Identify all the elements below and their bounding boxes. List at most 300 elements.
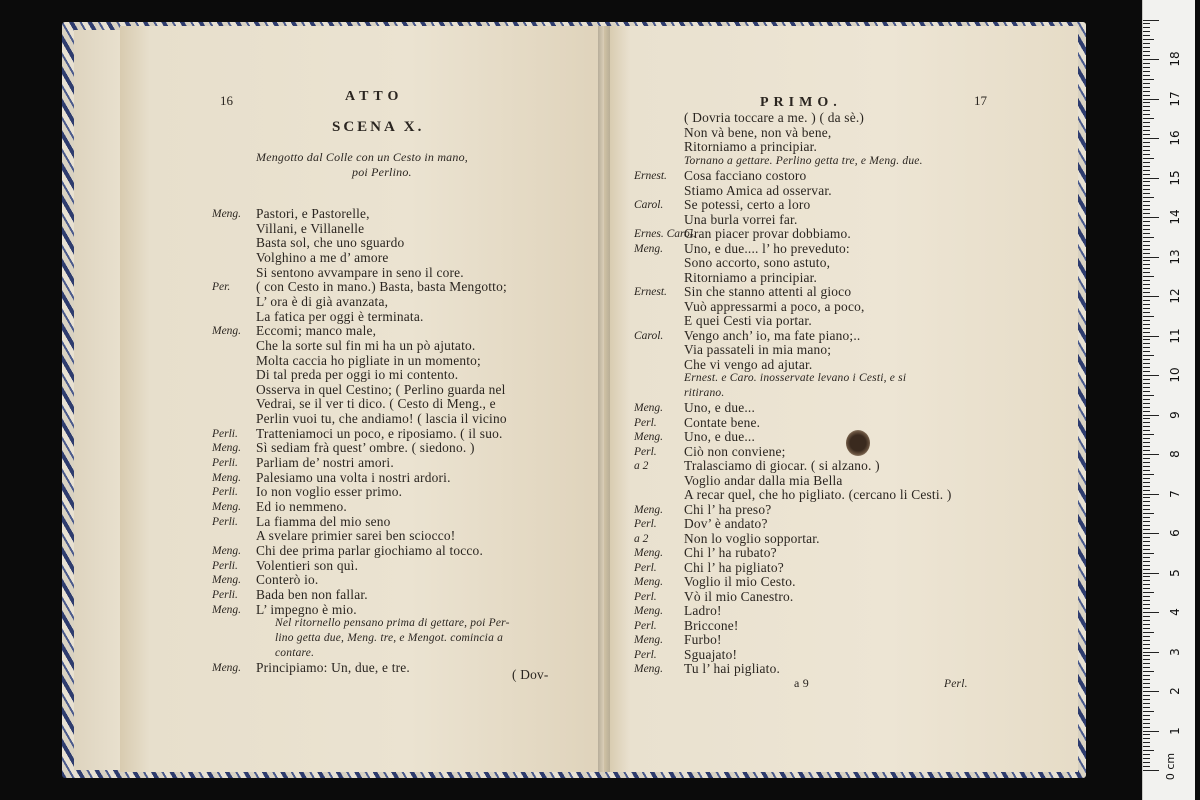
verse-line: Basta sol, che uno sguardo [256,235,405,251]
ruler-tick [1143,288,1150,289]
ruler-label: 2 [1168,687,1182,695]
verse-line: Io non voglio esser primo. [256,484,403,500]
verse-line: Sì sediam frà quest’ ombre. ( siedono. ) [256,440,475,456]
stage-direction-line: Tornano a gettare. Perlino getta tre, e Meng. due. [684,154,923,167]
ruler-label: 15 [1168,169,1182,186]
stage-direction-line: ritirano. [684,386,725,399]
verse-line: Vengo anch’ io, ma fate piano;.. [684,327,861,343]
ruler-label: 12 [1168,288,1182,304]
ruler-tick [1143,600,1150,601]
ruler-tick [1143,561,1150,562]
verse-line: Voglio andar dalla mia Bella [684,472,843,488]
verse-line: Pastori, e Pastorelle, [256,206,370,221]
ruler-tick [1143,667,1150,668]
ruler-tick [1143,347,1150,348]
ruler-tick [1143,474,1154,475]
verse-line: Dov’ è andato? [684,516,768,531]
speaker-label: Meng. [634,634,664,646]
ruler-tick [1143,146,1150,147]
ruler-tick [1143,715,1150,716]
verse-line: ( con Cesto in mano.) Basta, basta Mengotto; [256,279,507,295]
ruler-tick [1143,742,1150,743]
ruler-tick [1143,367,1150,368]
ruler-tick [1143,264,1150,265]
ruler-tick [1143,355,1154,356]
ruler-tick [1143,324,1150,325]
verse-line: Non lo voglio sopportar. [684,530,820,546]
ruler-tick [1143,683,1150,684]
speaker-label: Carol. [634,329,664,342]
speaker-label: Meng. [634,576,664,588]
ruler-tick [1143,411,1150,412]
speaker-label: Perli. [212,515,238,528]
verse-line: A svelare primier sarei ben sciocco! [256,528,456,544]
speaker-label: Ernes. Carol. [634,228,696,240]
ruler-tick [1143,221,1150,222]
speaker-label: Carol. [634,199,664,211]
ruler-tick [1143,332,1150,333]
ruler-tick [1143,142,1150,143]
ruler-unit: 0 cm [1164,752,1178,781]
ruler-tick [1143,478,1150,479]
ruler-tick [1143,711,1154,712]
ruler-tick [1143,573,1159,574]
ruler-tick [1143,458,1150,459]
ruler-tick [1143,648,1150,649]
ruler-tick [1143,383,1150,384]
ruler-label: 8 [1168,450,1182,458]
ruler-tick [1143,43,1150,44]
ruler-tick [1143,450,1150,451]
ruler-tick [1143,418,1150,419]
verse-line: E quei Cesti via portar. [684,313,812,328]
verse-line: Ritorniamo a principiar. [684,139,818,154]
ruler-tick [1143,612,1159,613]
ruler-tick [1143,91,1150,92]
ruler-tick [1143,438,1150,439]
speaker-label: Perl. [634,445,657,458]
speaker-label: Ernest. [634,286,667,298]
speaker-label: Meng. [634,547,664,559]
ruler-tick [1143,533,1159,534]
ruler-tick [1143,707,1150,708]
speaker-label: Perli. [212,588,238,601]
book-gutter [598,26,610,772]
verse-line: Eccomi; manco male, [256,323,377,339]
ruler-tick [1143,545,1150,546]
ruler-tick [1143,197,1154,198]
ruler-tick [1143,205,1150,206]
ruler-label: 7 [1168,489,1182,498]
ruler-tick [1143,407,1150,408]
ruler-tick [1143,703,1150,704]
speaker-label: Perl. [634,619,657,632]
ruler-tick [1143,399,1150,400]
ruler-tick [1143,517,1150,518]
ruler-tick [1143,632,1154,633]
stage-direction-line: lino getta due, Meng. tre, e Mengot. comincia a [275,631,504,644]
ruler-tick [1143,35,1150,36]
catchword: ( Dov- [512,667,549,682]
ruler-tick [1143,189,1150,190]
ruler-tick [1143,422,1150,423]
ruler-tick [1143,134,1150,135]
ruler-tick [1143,391,1150,392]
speaker-label: Perl. [634,416,657,429]
verse-line: Perlin vuoi tu, che andiamo! ( lascia il vicino [256,411,507,427]
ruler-tick [1143,758,1150,759]
ruler-tick [1143,541,1150,542]
ruler-tick [1143,430,1150,431]
ruler-tick [1143,379,1150,380]
page-number: 16 [220,93,233,108]
ruler-tick [1143,138,1159,139]
ruler-tick [1143,280,1150,281]
ruler-tick [1143,336,1159,337]
ruler-tick [1143,31,1150,32]
ruler-tick [1143,170,1150,171]
verse-line: L’ impegno è mio. [256,601,357,617]
ruler-tick [1143,79,1154,80]
verse-line: Una burla vorrei far. [684,211,798,227]
ruler-tick [1143,565,1150,566]
ruler-tick [1143,328,1150,329]
verse-line: A recar quel, che ho pigliato. (cercano li Cesti. ) [684,487,952,502]
signature-mark: a 9 [794,676,809,690]
running-head: PRIMO. [760,95,842,110]
ruler-tick [1143,316,1154,317]
scene-title: SCENA X. [332,119,425,135]
ruler-tick [1143,253,1150,254]
verse-line: Molta caccia ho pigliate in un momento; [256,352,481,368]
verse-line: Chi l’ ha preso? [684,501,772,517]
ruler-tick [1143,521,1150,522]
speaker-label: Meng. [212,574,242,587]
ruler-tick [1143,158,1154,159]
verse-line: Stiamo Amica ad osservar. [684,182,832,198]
ruler-tick [1143,20,1159,21]
ruler-tick [1143,130,1150,131]
ruler-tick [1143,624,1150,625]
verse-line: Ed io nemmeno. [256,499,347,514]
ruler-tick [1143,537,1150,538]
ruler-tick [1143,106,1150,107]
ruler-tick [1143,359,1150,360]
speaker-label: Perl. [634,648,657,661]
ruler-tick [1143,257,1159,258]
ruler-tick [1143,67,1150,68]
verse-line: Parliam de’ nostri amori. [256,455,394,471]
ruler-tick [1143,580,1150,581]
ruler-tick [1143,375,1159,376]
ruler-tick [1143,23,1150,24]
stage-direction-line: contare. [275,646,315,659]
verse-line: Sin che stanno attenti al gioco [684,284,852,299]
running-head: ATTO [345,89,404,104]
ruler-tick [1143,217,1159,218]
ruler-tick [1143,671,1154,672]
speaker-label: a 2 [634,532,649,545]
ruler-tick [1143,387,1150,388]
ruler-label: 6 [1168,529,1182,537]
ruler-tick [1143,588,1150,589]
ruler-tick [1143,102,1150,103]
verse-line: Sono accorto, sono astuto, [684,255,831,270]
speaker-label: Meng. [212,442,242,455]
ruler-tick [1143,426,1150,427]
ruler-tick [1143,276,1154,277]
ruler-tick [1143,166,1150,167]
ruler-tick [1143,569,1150,570]
ruler-tick [1143,604,1150,605]
speaker-label: Meng. [212,208,242,220]
verse-line: Principiamo: Un, due, e tre. [256,660,410,676]
ruler-tick [1143,154,1150,155]
ruler-tick [1143,640,1150,641]
speaker-label: Meng. [212,501,242,513]
ruler-tick [1143,185,1150,186]
ruler-tick [1143,27,1150,28]
ruler-label: 13 [1168,248,1182,265]
ruler-tick [1143,557,1150,558]
ruler-label: 10 [1168,367,1182,383]
ruler-tick [1143,83,1150,84]
ruler-tick [1143,343,1150,344]
stage-direction: Mengotto dal Colle con un Cesto in mano, [256,150,468,164]
stage-direction-line: Nel ritornello pensano prima di gettare, poi Per- [275,617,510,630]
ruler-tick [1143,403,1150,404]
ink-stain [846,430,870,456]
stage-direction: poi Perlino. [352,165,412,179]
speaker-label: Meng. [212,471,242,484]
speaker-label: Meng. [634,242,664,255]
ruler-tick [1143,87,1150,88]
verse-line: Chi l’ ha pigliato? [684,559,784,575]
ruler-tick [1143,193,1150,194]
speaker-label: Meng. [634,431,664,443]
ruler-tick [1143,454,1159,455]
ruler-label: 5 [1168,568,1182,577]
ruler-tick [1143,731,1159,732]
right-page [604,26,1078,772]
ruler-tick [1143,766,1150,767]
ruler-tick [1143,249,1150,250]
endpaper [74,30,124,770]
verse-line: La fatica per oggi è terminata. [256,308,424,324]
speaker-label: Perl. [634,518,657,530]
ruler-label: 17 [1168,90,1182,107]
speaker-label: a 2 [634,460,649,472]
ruler-label: 9 [1168,410,1182,419]
verse-line: Uno, e due... [684,400,756,415]
verse-line: Se potessi, certo a loro [684,197,811,212]
ruler-tick [1143,126,1150,127]
verse-line: Ritorniamo a principiar. [684,269,818,285]
ruler-tick [1143,754,1150,755]
speaker-label: Perl. [634,561,657,574]
verse-line: Voglio il mio Cesto. [684,574,796,589]
ruler-tick [1143,95,1150,96]
verse-line: L’ ora è di già avanzata, [256,293,389,309]
ruler-tick [1143,687,1150,688]
ruler-tick [1143,525,1150,526]
ruler-tick [1143,691,1159,692]
ruler-tick [1143,415,1159,416]
ruler-tick [1143,118,1154,119]
verse-line: Vò il mio Canestro. [684,588,794,604]
ruler-tick [1143,308,1150,309]
ruler-tick [1143,509,1150,510]
verse-line: Furbo! [684,632,722,647]
verse-line: Contate bene. [684,414,761,430]
speaker-label: Meng. [634,605,664,617]
ruler-label: 3 [1168,647,1182,656]
ruler-label: 18 [1168,51,1182,67]
ruler-tick [1143,762,1150,763]
ruler-tick [1143,99,1159,100]
ruler-tick [1143,110,1150,111]
ruler-tick [1143,620,1150,621]
verse-line: Tralasciamo di giocar. ( si alzano. ) [684,458,880,473]
ruler-tick [1143,55,1150,56]
ruler-tick [1143,644,1150,645]
ruler-tick [1143,505,1150,506]
catchword: Perl. [944,678,968,690]
ruler-tick [1143,71,1150,72]
left-page [120,26,604,772]
verse-line: Ciò non conviene; [684,443,786,459]
speaker-label: Meng. [212,544,242,557]
ruler-tick [1143,636,1150,637]
verse-line: Gran piacer provar dobbiamo. [684,226,851,241]
verse-line: Non và bene, non và bene, [684,124,832,140]
ruler-tick [1143,497,1150,498]
speaker-label: Perl. [634,590,657,603]
ruler-tick [1143,466,1150,467]
ruler-tick [1143,608,1150,609]
ruler-tick [1143,241,1150,242]
ruler-tick [1143,122,1150,123]
verse-line: Osserva in quel Cestino; ( Perlino guarda nel [256,381,506,397]
verse-line: Che la sorte sul fin mi ha un pò ajutato. [256,337,476,353]
verse-line: Cosa facciano costoro [684,168,807,183]
ruler-tick [1143,549,1150,550]
ruler-tick [1143,592,1154,593]
stage-direction-line: Ernest. e Caro. inosservate levano i Cesti, e si [684,372,907,384]
ruler-tick [1143,679,1150,680]
ruler-tick [1143,292,1150,293]
ruler-tick [1143,628,1150,629]
verse-line: Palesiamo una volta i nostri ardori. [256,469,451,485]
ruler-tick [1143,272,1150,273]
verse-line: Si sentono avvampare in seno il core. [256,264,464,280]
ruler-tick [1143,501,1150,502]
verse-line: Uno, e due.... l’ ho preveduto: [684,240,850,256]
ruler-tick [1143,47,1150,48]
verse-line: Via passateli in mia mano; [684,342,832,357]
ruler-label: 14 [1168,209,1182,225]
ruler-tick [1143,723,1150,724]
speaker-label: Per. [212,281,231,294]
ruler-tick [1143,655,1150,656]
ruler-tick [1143,746,1150,747]
verse-line: Tratteniamoci un poco, e riposiamo. ( il suo. [256,425,503,441]
speaker-label: Meng. [634,663,664,675]
ruler-tick [1143,395,1154,396]
ruler-tick [1143,576,1150,577]
ruler-tick [1143,738,1150,739]
ruler-tick [1143,529,1150,530]
ruler-tick [1143,300,1150,301]
ruler-tick [1143,486,1150,487]
speaker-label: Ernest. [634,170,667,182]
verse-line: Chi dee prima parlar giochiamo al tocco. [256,542,484,558]
speaker-label: Perli. [212,427,238,440]
ruler-tick [1143,719,1150,720]
ruler-tick [1143,225,1150,226]
ruler-tick [1143,663,1150,664]
verse-line: Villani, e Villanelle [256,220,365,236]
ruler-tick [1143,229,1150,230]
ruler-tick [1143,770,1159,771]
ruler-tick [1143,659,1150,660]
ruler-tick [1143,245,1150,246]
ruler-tick [1143,513,1154,514]
measurement-ruler [1142,0,1195,800]
ruler-tick [1143,268,1150,269]
page-number: 17 [974,93,987,108]
verse-line: Chi l’ ha rubato? [684,545,777,560]
ruler-tick [1143,616,1150,617]
ruler-label: 16 [1168,130,1182,146]
ruler-tick [1143,237,1154,238]
ruler-tick [1143,150,1150,151]
ruler-tick [1143,339,1150,340]
verse-line: La fiamma del mio seno [256,513,391,529]
ruler-tick [1143,675,1150,676]
ruler-tick [1143,462,1150,463]
verse-line: Briccone! [684,617,739,633]
ruler-tick [1143,284,1150,285]
ruler-tick [1143,201,1150,202]
verse-line: Volentieri son quì. [256,557,359,573]
ruler-label: 1 [1168,726,1182,735]
verse-line: Conterò io. [256,572,319,588]
ruler-tick [1143,51,1150,52]
ruler-tick [1143,162,1150,163]
verse-line: Vuò appressarmi a poco, a poco, [684,298,865,314]
verse-line: ( Dovria toccare a me. ) ( da sè.) [684,110,865,125]
ruler-tick [1143,351,1150,352]
ruler-tick [1143,482,1150,483]
ruler-tick [1143,750,1154,751]
ruler-tick [1143,59,1159,60]
ruler-tick [1143,39,1154,40]
verse-line: Bada ben non fallar. [256,586,368,602]
ruler-tick [1143,363,1150,364]
verse-line: Tu l’ hai pigliato. [684,661,781,676]
ruler-tick [1143,371,1150,372]
ruler-tick [1143,490,1150,491]
speaker-label: Meng. [212,603,242,616]
ruler-tick [1143,727,1150,728]
ruler-label: 4 [1168,608,1182,616]
ruler-tick [1143,442,1150,443]
ruler-tick [1143,75,1150,76]
ruler-tick [1143,213,1150,214]
ruler-tick [1143,63,1150,64]
speaker-label: Perli. [212,559,238,572]
